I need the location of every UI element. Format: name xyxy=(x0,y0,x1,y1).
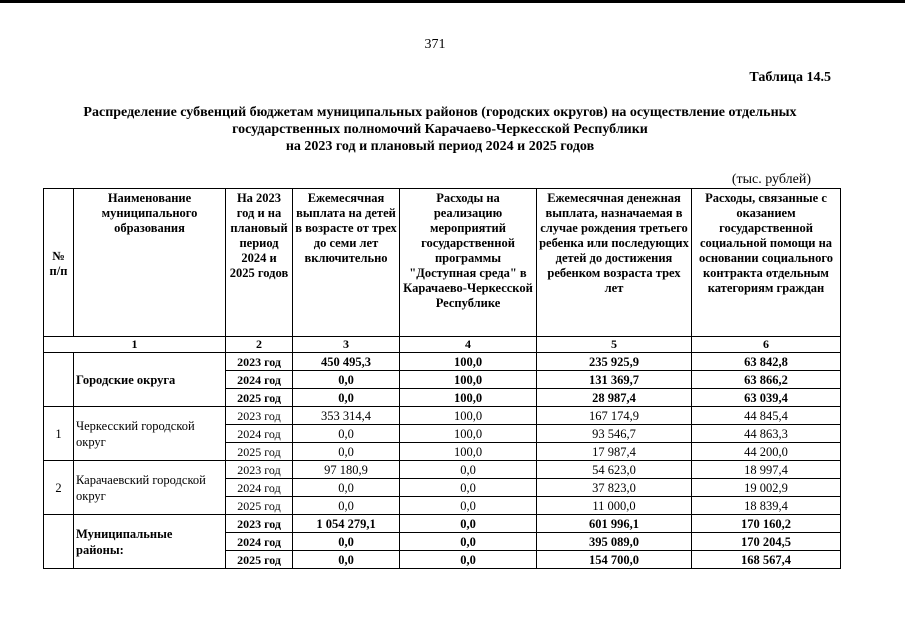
subsidy-table xyxy=(43,188,841,569)
value-col-5: 28 987,4 xyxy=(537,389,692,407)
column-number: 4 xyxy=(400,337,537,353)
year-cell: 2025 год xyxy=(226,443,293,461)
value-col-5: 11 000,0 xyxy=(537,497,692,515)
column-number: 6 xyxy=(692,337,841,353)
value-col-3: 0,0 xyxy=(293,389,400,407)
table-row xyxy=(44,461,841,479)
value-col-4: 0,0 xyxy=(400,533,537,551)
header-col-5: Ежемесячная денежная выплата, назначаемая в случае рождения третьего ребенка или последующих детей до достижения ребенком возраста трех лет xyxy=(537,189,692,337)
row-number: 2 xyxy=(44,461,74,515)
value-col-5: 17 987,4 xyxy=(537,443,692,461)
value-col-6: 44 845,4 xyxy=(692,407,841,425)
table-body xyxy=(44,337,841,569)
value-col-5: 167 174,9 xyxy=(537,407,692,425)
year-cell: 2024 год xyxy=(226,425,293,443)
value-col-4: 0,0 xyxy=(400,551,537,569)
column-number: 3 xyxy=(293,337,400,353)
value-col-3: 0,0 xyxy=(293,425,400,443)
title-line: государственных полномочий Карачаево-Черкесской Республики xyxy=(232,122,648,137)
value-col-6: 170 204,5 xyxy=(692,533,841,551)
value-col-3: 0,0 xyxy=(293,371,400,389)
row-number: 1 xyxy=(44,407,74,461)
value-col-6: 170 160,2 xyxy=(692,515,841,533)
value-col-5: 395 089,0 xyxy=(537,533,692,551)
value-col-3: 0,0 xyxy=(293,551,400,569)
top-border-line xyxy=(0,0,905,3)
value-col-3: 0,0 xyxy=(293,533,400,551)
value-col-4: 0,0 xyxy=(400,515,537,533)
value-col-6: 44 863,3 xyxy=(692,425,841,443)
header-row xyxy=(44,189,841,337)
table-row xyxy=(44,353,841,371)
value-col-4: 100,0 xyxy=(400,425,537,443)
header-col-4: Расходы на реализацию мероприятий государственной программы "Доступная среда" в Карачаево-Черкесской Республике xyxy=(400,189,537,337)
header-number: № п/п xyxy=(44,189,74,337)
value-col-3: 450 495,3 xyxy=(293,353,400,371)
municipality-name: Муниципальные районы: xyxy=(74,515,226,569)
row-number xyxy=(44,353,74,407)
units-label: (тыс. рублей) xyxy=(731,172,811,187)
table-label: Таблица 14.5 xyxy=(749,70,831,85)
year-cell: 2024 год xyxy=(226,371,293,389)
year-cell: 2024 год xyxy=(226,479,293,497)
value-col-4: 0,0 xyxy=(400,479,537,497)
value-col-4: 0,0 xyxy=(400,497,537,515)
year-cell: 2023 год xyxy=(226,515,293,533)
column-number: 5 xyxy=(537,337,692,353)
title-line: Распределение субвенций бюджетам муниципальных районов (городских округов) на осуществление отдельных xyxy=(83,105,797,120)
column-number: 1 xyxy=(44,337,226,353)
value-col-6: 168 567,4 xyxy=(692,551,841,569)
value-col-3: 0,0 xyxy=(293,479,400,497)
municipality-name: Черкесский городской округ xyxy=(74,407,226,461)
value-col-4: 100,0 xyxy=(400,371,537,389)
value-col-6: 63 842,8 xyxy=(692,353,841,371)
header-col-6: Расходы, связанные с оказанием государственной социальной помощи на основании социального контракта отдельным категориям граждан xyxy=(692,189,841,337)
title-line: на 2023 год и плановый период 2024 и 2025 годов xyxy=(285,139,595,154)
value-col-5: 601 996,1 xyxy=(537,515,692,533)
value-col-6: 63 866,2 xyxy=(692,371,841,389)
value-col-4: 0,0 xyxy=(400,461,537,479)
table-row xyxy=(44,515,841,533)
column-number-row xyxy=(44,337,841,353)
year-cell: 2023 год xyxy=(226,461,293,479)
value-col-5: 37 823,0 xyxy=(537,479,692,497)
row-number xyxy=(44,515,74,569)
value-col-6: 44 200,0 xyxy=(692,443,841,461)
value-col-4: 100,0 xyxy=(400,389,537,407)
value-col-5: 93 546,7 xyxy=(537,425,692,443)
value-col-3: 1 054 279,1 xyxy=(293,515,400,533)
value-col-4: 100,0 xyxy=(400,443,537,461)
year-cell: 2025 год xyxy=(226,389,293,407)
page-number: 371 xyxy=(424,37,446,52)
value-col-6: 18 839,4 xyxy=(692,497,841,515)
municipality-name: Карачаевский городской округ xyxy=(74,461,226,515)
value-col-5: 131 369,7 xyxy=(537,371,692,389)
year-cell: 2024 год xyxy=(226,533,293,551)
year-cell: 2023 год xyxy=(226,407,293,425)
year-cell: 2025 год xyxy=(226,497,293,515)
municipality-name: Городские округа xyxy=(74,353,226,407)
value-col-5: 54 623,0 xyxy=(537,461,692,479)
value-col-3: 353 314,4 xyxy=(293,407,400,425)
value-col-6: 19 002,9 xyxy=(692,479,841,497)
year-cell: 2025 год xyxy=(226,551,293,569)
document-title xyxy=(35,104,845,155)
value-col-6: 18 997,4 xyxy=(692,461,841,479)
value-col-3: 0,0 xyxy=(293,443,400,461)
value-col-3: 0,0 xyxy=(293,497,400,515)
value-col-4: 100,0 xyxy=(400,407,537,425)
year-cell: 2023 год xyxy=(226,353,293,371)
header-col-3: Ежемесячная выплата на детей в возрасте от трех до семи лет включительно xyxy=(293,189,400,337)
value-col-6: 63 039,4 xyxy=(692,389,841,407)
value-col-5: 154 700,0 xyxy=(537,551,692,569)
value-col-5: 235 925,9 xyxy=(537,353,692,371)
value-col-4: 100,0 xyxy=(400,353,537,371)
header-name: Наименование муниципального образования xyxy=(74,189,226,337)
header-year: На 2023 год и на плановый период 2024 и 2025 годов xyxy=(226,189,293,337)
column-number: 2 xyxy=(226,337,293,353)
table-row xyxy=(44,407,841,425)
value-col-3: 97 180,9 xyxy=(293,461,400,479)
